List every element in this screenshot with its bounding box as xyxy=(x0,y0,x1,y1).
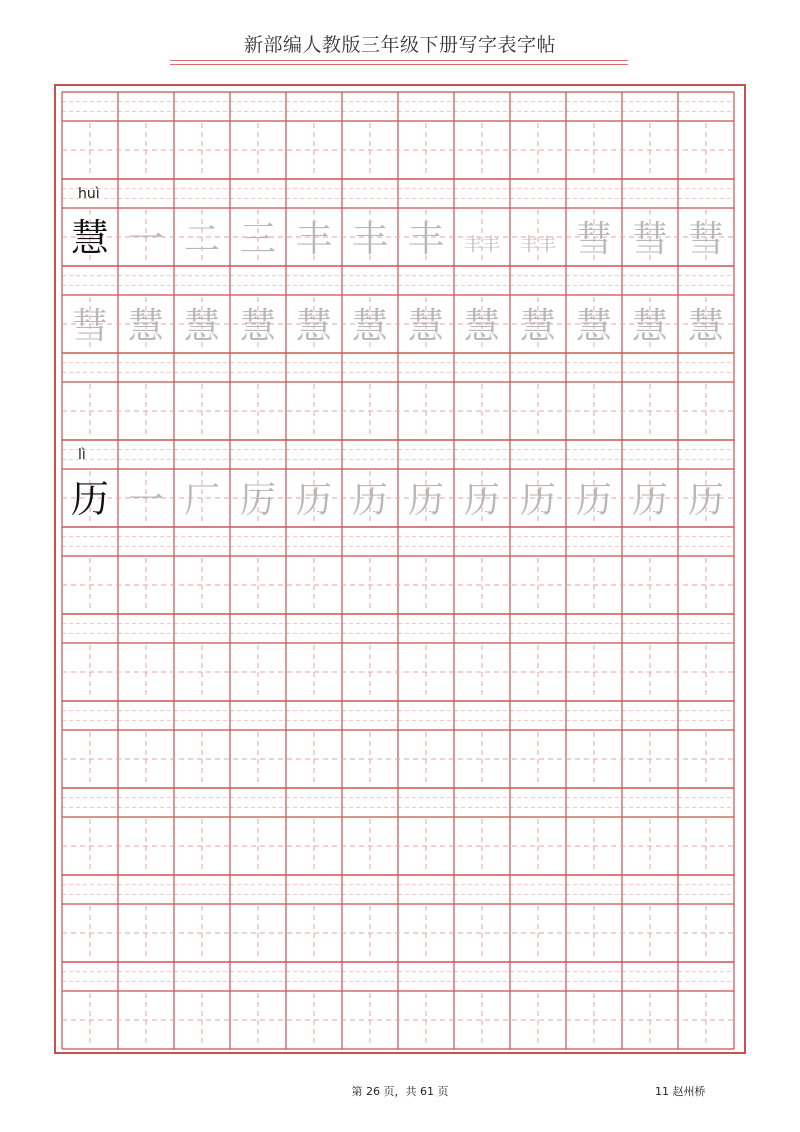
page-title: 新部编人教版三年级下册写字表字帖 xyxy=(243,34,556,56)
trace-character: 慧 xyxy=(351,306,389,347)
trace-character: 历 xyxy=(687,480,725,521)
trace-character: 慧 xyxy=(239,306,277,347)
title-rule xyxy=(170,60,628,61)
trace-character: 一 xyxy=(127,480,165,521)
trace-character: 丰 xyxy=(407,219,445,260)
trace-character: 历 xyxy=(295,480,333,521)
trace-character: 历 xyxy=(575,480,613,521)
trace-character: 彗 xyxy=(575,219,613,260)
model-character: 慧 xyxy=(70,216,110,260)
title-rule xyxy=(170,64,628,65)
trace-character: 厉 xyxy=(239,480,277,521)
trace-character: 历 xyxy=(463,480,501,521)
trace-character: 历 xyxy=(631,480,669,521)
pinyin-label: lì xyxy=(78,447,86,463)
trace-character: 丰丰 xyxy=(520,235,556,256)
model-character: 历 xyxy=(70,477,110,521)
trace-character: 彗 xyxy=(631,219,669,260)
trace-character: 慧 xyxy=(183,306,221,347)
trace-character: 三 xyxy=(239,219,277,260)
trace-character: 慧 xyxy=(463,306,501,347)
trace-character: 二 xyxy=(183,219,221,260)
trace-character: 历 xyxy=(407,480,445,521)
trace-character: 历 xyxy=(519,480,557,521)
practice-sheet xyxy=(54,84,746,1054)
page-number: 第 26 页，共 61 页 xyxy=(351,1085,449,1098)
practice-grid xyxy=(56,86,744,1052)
trace-character: 慧 xyxy=(407,306,445,347)
trace-character: 丰 xyxy=(295,219,333,260)
trace-character: 彗 xyxy=(687,219,725,260)
trace-character: 慧 xyxy=(687,306,725,347)
trace-character: 厂 xyxy=(183,480,221,521)
trace-character: 慧 xyxy=(575,306,613,347)
trace-character: 慧 xyxy=(295,306,333,347)
trace-character: 慧 xyxy=(127,306,165,347)
trace-character: 慧 xyxy=(519,306,557,347)
trace-character: 历 xyxy=(351,480,389,521)
trace-character: 丰 xyxy=(351,219,389,260)
trace-character: 彗 xyxy=(71,306,109,347)
trace-character: 丰丰 xyxy=(464,235,500,256)
trace-character: 一 xyxy=(127,219,165,260)
pinyin-label: huì xyxy=(78,186,100,202)
lesson-label: 11 赵州桥 xyxy=(655,1085,706,1098)
trace-character: 慧 xyxy=(631,306,669,347)
